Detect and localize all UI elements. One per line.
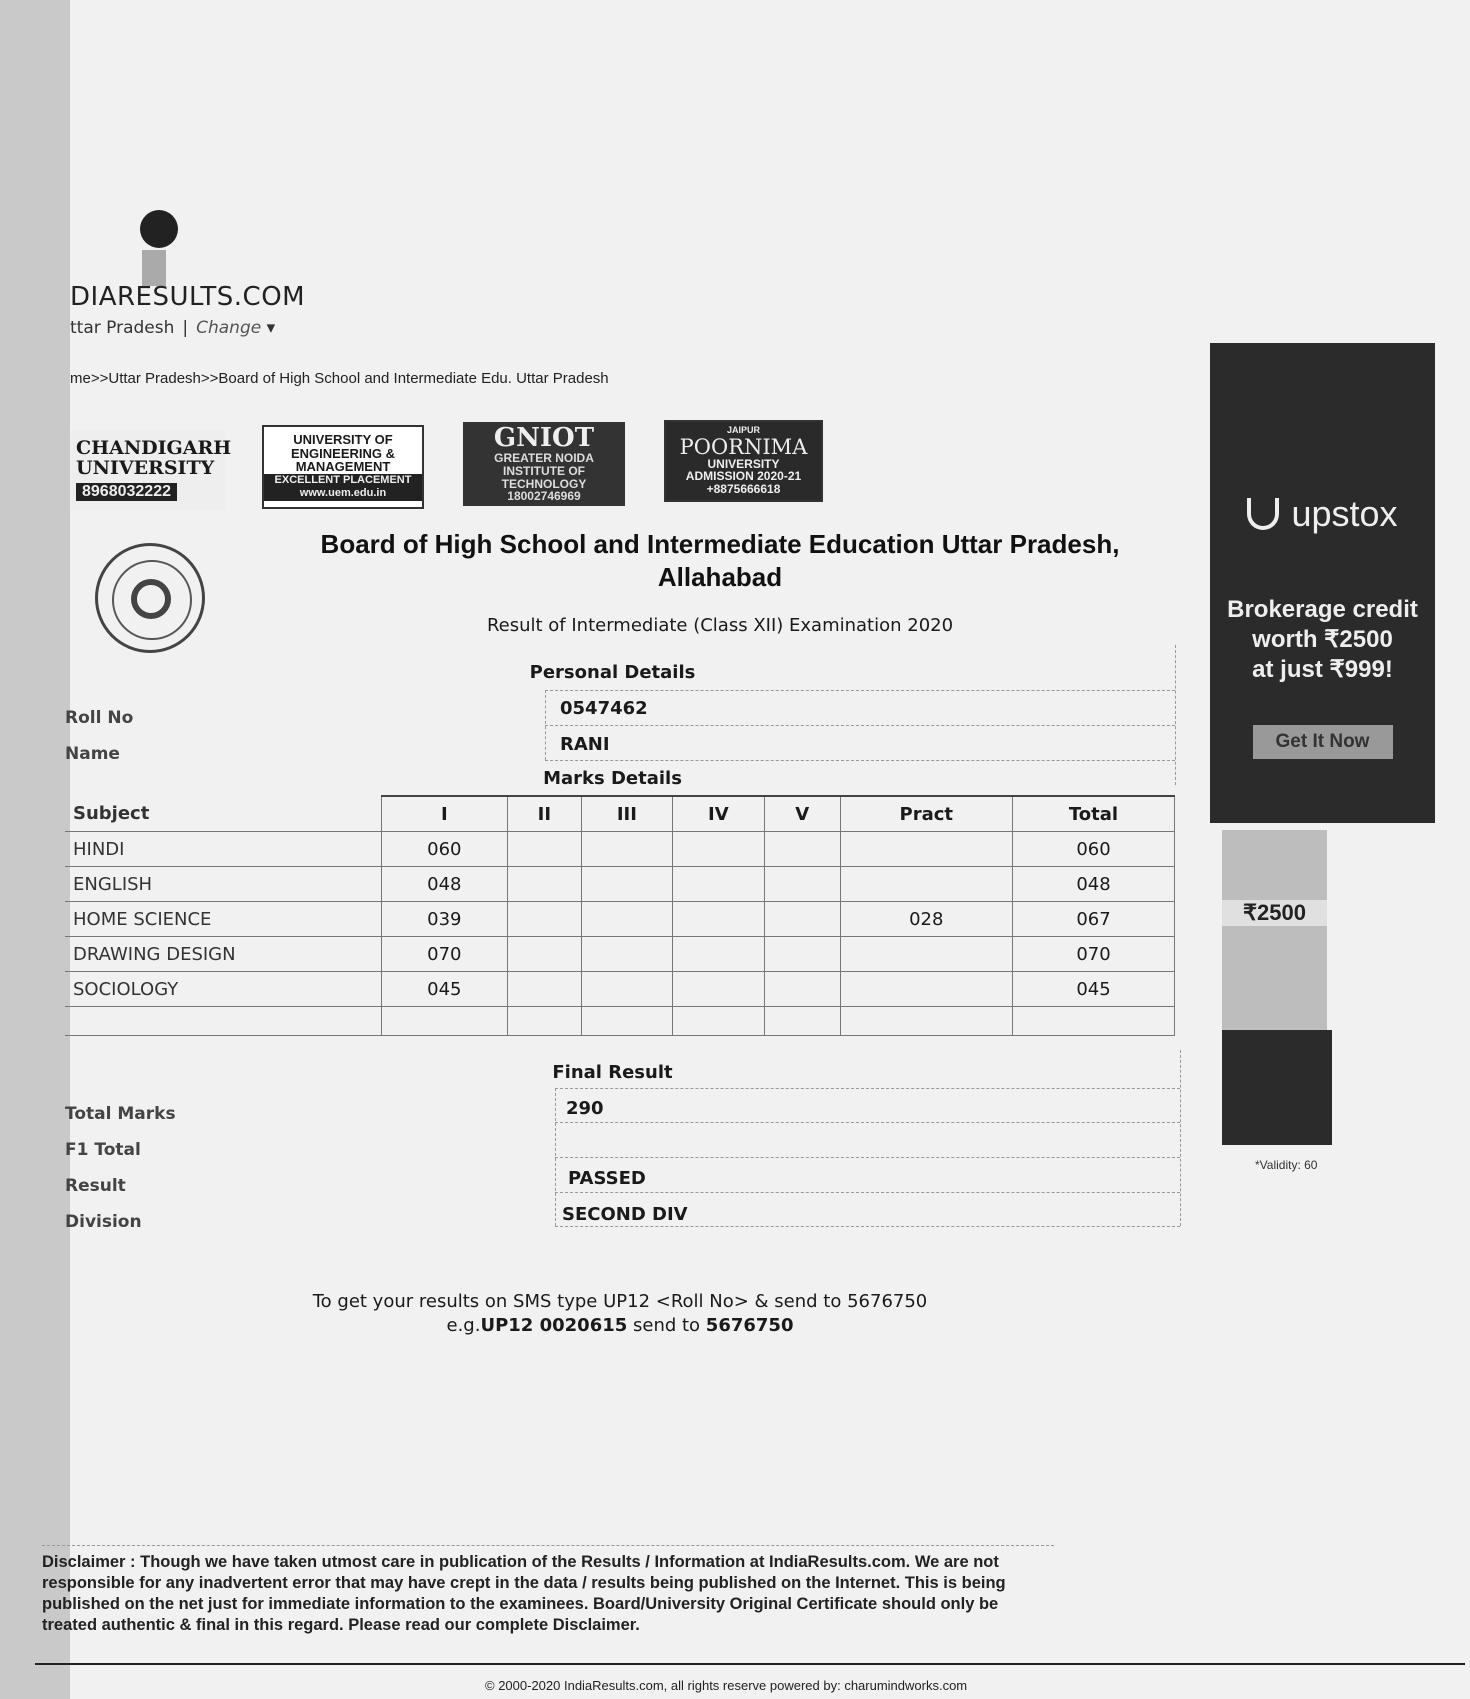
total-cell: 045 [1013,972,1175,1007]
ad-uem-line3: MANAGEMENT [295,459,391,475]
total-cell: 060 [1013,832,1175,867]
col-ii: II [507,796,581,832]
marks-i-cell: 060 [382,832,508,867]
ad-poornima-tag: JAIPUR [726,425,760,436]
exam-title: Result of Intermediate (Class XII) Examination 2020 [486,615,954,636]
sms-eg-prefix: e.g. [446,1315,481,1336]
board-seal-icon [95,543,205,653]
col-pract: Pract [840,796,1012,832]
marks-table [65,795,1175,1036]
col-total: Total [1013,796,1175,832]
table-row [65,867,1175,902]
ad-poornima-phone: +8875666618 [706,482,781,497]
board-title-line1: Board of High School and Intermediate Education Uttar Pradesh, [320,529,1120,559]
ad-cu-phone: 8968032222 [76,483,177,502]
marks-i-cell: 045 [382,972,508,1007]
chevron-down-icon[interactable]: ▾ [266,318,276,338]
table-row-empty [65,1007,1175,1036]
sms-info [290,1290,950,1338]
roll-no-label: Roll No [65,708,134,728]
upstox-validity: *Validity: 60 [1255,1158,1318,1172]
state-name: ttar Pradesh [70,318,175,338]
marks-i-cell: 070 [382,937,508,972]
pract-cell [840,832,1012,867]
get-it-now-button[interactable]: Get It Now [1253,725,1393,759]
table-row [65,937,1175,972]
ad-gniot[interactable] [463,422,625,506]
state-selector [70,318,275,338]
marks-i-cell: 039 [382,902,508,937]
pract-cell [840,972,1012,1007]
board-title [280,528,1160,594]
marks-details-title: Marks Details [543,768,682,789]
upstox-offer-line3: at just ₹999! [1252,656,1393,683]
col-iii: III [582,796,673,832]
result-label: Result [65,1176,126,1196]
indiaresults-logo-icon[interactable] [140,210,180,288]
marks-i-cell: 048 [382,867,508,902]
upstox-offer-line2: worth ₹2500 [1252,626,1393,653]
disclaimer: Disclaimer : Though we have taken utmost care in publication of the Results / Information at IndiaResults.com. We are not responsible for any inadvertent error that may have crept in the data / results being published on the Internet. This is being published on the net just for immediate information to the examinees. Board/University Original Certificate should only be treated authentic & final in this regard. Please read our complete Disclaimer. [42,1545,1054,1636]
footer-copyright[interactable]: © 2000-2020 IndiaResults.com, all rights reserve powered by: charumindworks.com [485,1678,968,1693]
upstox-image-amount: ₹2500 [1222,900,1327,926]
sms-eg-code: UP12 0020615 [480,1315,628,1336]
name-label: Name [65,744,120,764]
upstox-ad-band [1222,1030,1332,1145]
ad-uem-url: www.uem.edu.in [264,487,422,501]
name-value: RANI [560,734,610,755]
sms-eg-number: 5676750 [705,1315,794,1336]
col-iv: IV [672,796,764,832]
board-title-line2: Allahabad [657,562,783,592]
final-result-title: Final Result [552,1062,673,1083]
ad-cu-line2: UNIVERSITY [76,456,215,479]
upstox-ad-image[interactable] [1222,830,1327,1030]
upstox-offer [1210,595,1435,685]
table-row [65,832,1175,867]
change-state-link[interactable]: Change [196,318,262,338]
sms-line1: To get your results on SMS type UP12 <Roll No> & send to 5676750 [312,1291,928,1312]
ad-chandigarh-university[interactable] [70,430,232,510]
sms-example [290,1314,950,1338]
ad-poornima[interactable] [664,420,823,502]
ad-cu-line1: CHANDIGARH [76,436,232,459]
upstox-brand: upstox [1291,493,1398,534]
ad-gniot-line3: TECHNOLOGY [501,476,587,491]
table-row [65,972,1175,1007]
roll-no-value: 0547462 [560,698,648,719]
ad-gniot-line2: INSTITUTE OF [503,464,585,479]
col-subject: Subject [65,796,382,832]
table-row [65,902,1175,937]
total-cell: 067 [1013,902,1175,937]
ad-uem-line1: UNIVERSITY OF [293,431,393,447]
ad-uem-line4: EXCELLENT PLACEMENT [264,474,422,488]
marks-header-row [65,796,1175,832]
division-value: SECOND DIV [562,1204,688,1225]
personal-details-title: Personal Details [529,662,696,683]
upstox-logo-icon [1247,498,1279,530]
ad-uem-line2: ENGINEERING & [290,445,395,461]
site-brand[interactable]: DIARESULTS.COM [70,282,306,312]
breadcrumb[interactable]: me>>Uttar Pradesh>>Board of High School and Intermediate Edu. Uttar Pradesh [70,370,609,387]
total-cell: 070 [1013,937,1175,972]
ad-poornima-line2: UNIVERSITY [707,456,780,471]
col-i: I [382,796,508,832]
ad-gniot-line1: GREATER NOIDA [494,451,594,466]
sms-eg-mid: send to [627,1315,706,1336]
ad-gniot-phone: 18002746969 [507,489,581,504]
subject-cell: SOCIOLOGY [65,972,382,1007]
col-v: V [764,796,840,832]
result-value: PASSED [568,1168,646,1189]
pract-cell: 028 [840,902,1012,937]
total-marks-label: Total Marks [65,1104,176,1124]
ad-poornima-line1: POORNIMA [679,434,808,459]
subject-cell: ENGLISH [65,867,382,902]
division-label: Division [65,1212,142,1232]
ad-uem[interactable] [262,425,424,509]
total-cell: 048 [1013,867,1175,902]
f1-total-label: F1 Total [65,1140,141,1160]
subject-cell: HINDI [65,832,382,867]
upstox-offer-line1: Brokerage credit [1227,596,1418,623]
total-marks-value: 290 [566,1098,604,1119]
pract-cell [840,867,1012,902]
subject-cell: HOME SCIENCE [65,902,382,937]
ad-poornima-line3: ADMISSION 2020-21 [685,469,802,484]
subject-cell: DRAWING DESIGN [65,937,382,972]
ad-gniot-name: GNIOT [493,423,595,454]
ad-upstox[interactable] [1210,343,1435,823]
state-separator: | [182,318,189,338]
pract-cell [840,937,1012,972]
